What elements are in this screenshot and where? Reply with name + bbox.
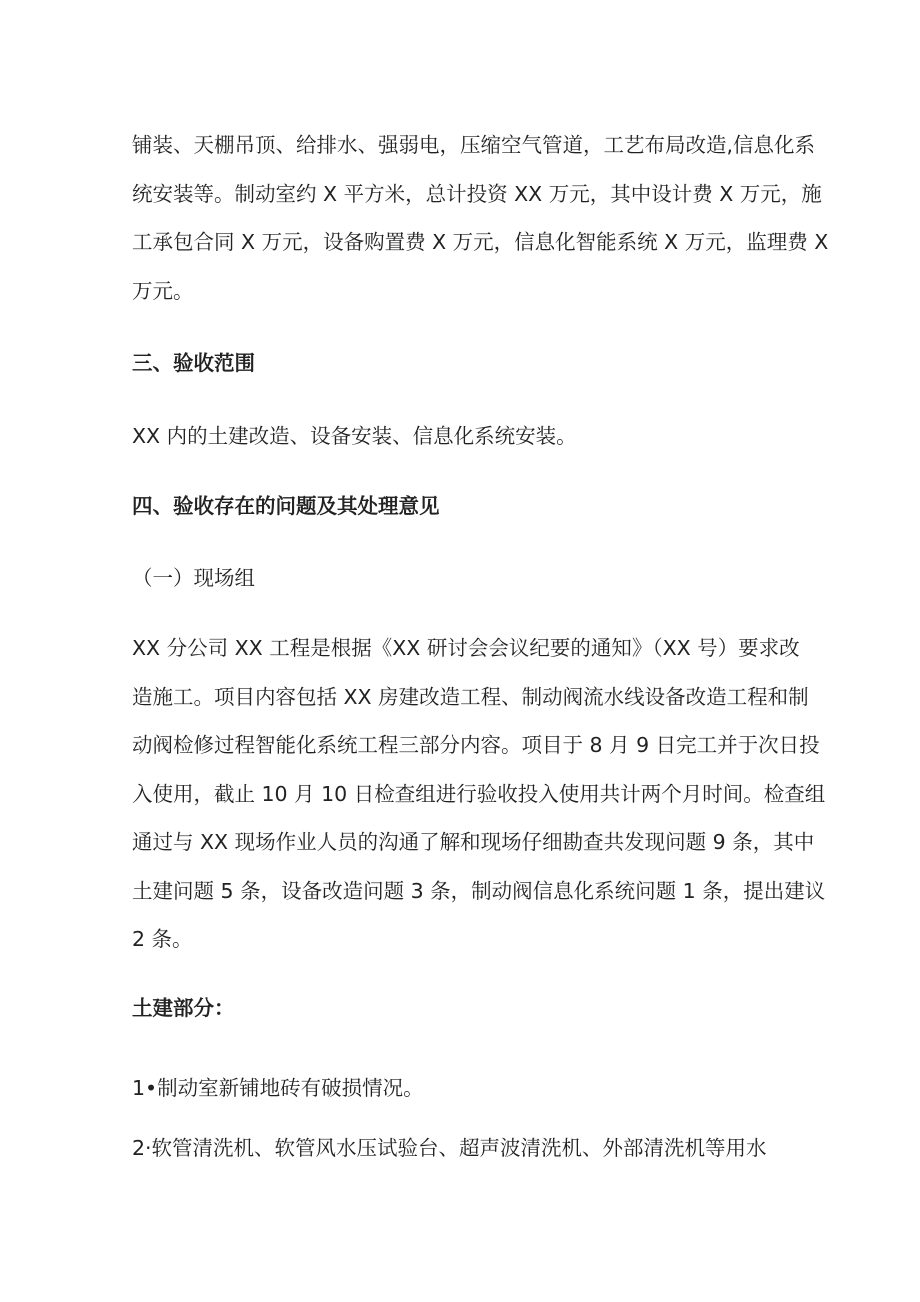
intro-line-3: 工承包合同 X 万元，设备购置费 X 万元，信息化智能系统 X 万元，监理费 X — [132, 230, 829, 254]
civil-item-2: 2·软管清洗机、软管风水压试验台、超声波清洗机、外部清洗机等用水 — [132, 1136, 767, 1160]
heading-issues: 四、验收存在的问题及其处理意见 — [132, 494, 440, 518]
intro-line-4: 万元。 — [132, 278, 194, 303]
intro-line-1: 铺装、天棚吊顶、给排水、强弱电，压缩空气管道，工艺布局改造,信息化系 — [132, 133, 816, 157]
subheading-site-group: （一）现场组 — [132, 566, 255, 590]
intro-paragraph — [132, 121, 829, 315]
site-line-2: 造施工。项目内容包括 XX 房建改造工程、制动阀流水线设备改造工程和制 — [132, 684, 809, 709]
scope-paragraph: XX 内的土建改造、设备安装、信息化系统安装。 — [132, 424, 577, 448]
site-line-6: 土建问题 5 条，设备改造问题 3 条，制动阀信息化系统问题 1 条，提出建议 — [132, 878, 826, 903]
intro-line-2: 统安装等。制动室约 X 平方米，总计投资 XX 万元，其中设计费 X 万元，施 — [132, 181, 822, 206]
site-line-5: 通过与 XX 现场作业人员的沟通了解和现场仔细勘查共发现问题 9 条，其中 — [132, 830, 815, 854]
heading-civil-section: 土建部分： — [132, 996, 235, 1020]
site-line-4: 入使用，截止 10 月 10 日检查组进行验收投入使用共计两个月时间。检查组 — [132, 781, 826, 806]
civil-item-1: 1•制动室新铺地砖有破损情况。 — [132, 1076, 424, 1100]
site-group-paragraph — [132, 624, 826, 964]
site-line-7: 2 条。 — [132, 927, 193, 951]
site-line-3: 动阀检修过程智能化系统工程三部分内容。项目于 8 月 9 日完工并于次日投 — [132, 733, 820, 757]
heading-acceptance-scope: 三、验收范围 — [132, 351, 255, 375]
site-line-1: XX 分公司 XX 工程是根据《XX 研讨会会议纪要的通知》（XX 号）要求改 — [132, 636, 800, 660]
